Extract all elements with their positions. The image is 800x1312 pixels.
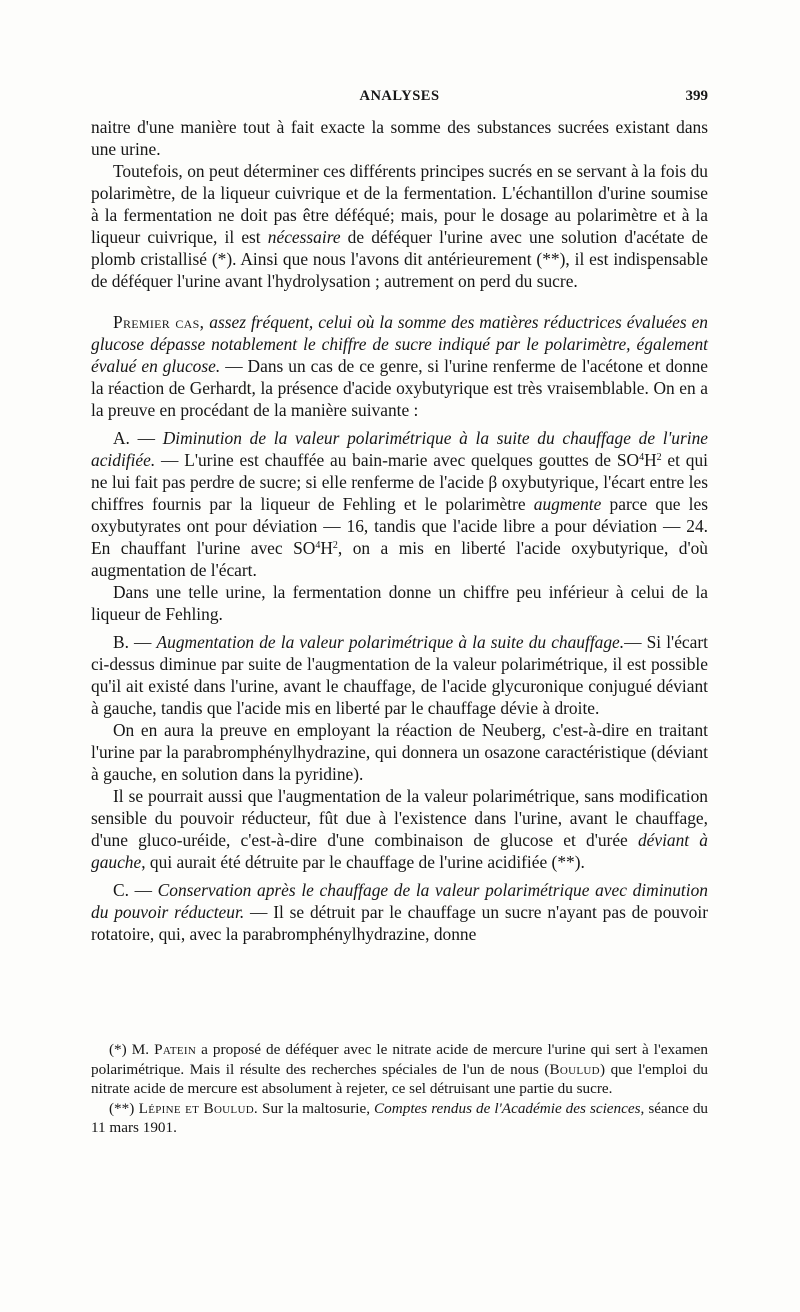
section-c-title: Conservation après le chauffage de la valeur polarimétrique avec diminution du pouvoir réducteur. [91, 880, 708, 922]
section-a: A. — Diminution de la valeur polarimétrique à la suite du chauffage de l'urine acidifiée. — L'urine est chauffée au bain-marie avec quelques gouttes de $SO^4H^2$ et qui ne lui fait pas perdre de sucre; si elle renferme de l'acide β oxybutyrique, l'écart entre les chiffres fournis par la liqueur de Fehling et le polarimètre augmente parce que les oxybutyrates ont pour déviation — 16, tandis que l'acide libre a pour déviation — 24. En chauffant l'urine avec $SO^4H^2$, on a mis en liberté l'acide oxybutyrique, d'où augmentation de l'écart. [91, 428, 709, 580]
page-header [91, 86, 708, 108]
footnotes [91, 1040, 708, 1138]
section-b-paragraph-2: On en aura la preuve en employant la réaction de Neuberg, c'est-à-dire en traitant l'urine par la parabromphénylhydrazine, qui donnera un osazone caractéristique (déviant à gauche, en solution dans la pyridine). [91, 720, 708, 784]
footnote-2: (**) Lépine et Boulud. Sur la maltosurie, Comptes rendus de l'Académie des sciences, séance du 11 mars 1901. [91, 1099, 709, 1136]
section-b: B. — Augmentation de la valeur polarimétrique à la suite du chauffage.— Si l'écart ci-dessus diminue par suite de l'augmentation de la valeur polarimétrique, il est possible qu'il ait existé dans l'urine, avant le chauffage, de l'acide glycuronique conjugué déviant à gauche, tandis que l'acide mis en liberté par le chauffage dévie à droite. [91, 632, 708, 718]
paragraph-methods: Toutefois, on peut déterminer ces différents principes sucrés en se servant à la fois du polarimètre, de la liqueur cuivrique et de la fermentation. L'échantillon d'urine soumise à la fermentation ne doit pas être déféqué; mais, pour le dosage au polarimètre et à la liqueur cuivrique, il est nécessaire de déféquer l'urine avec une solution d'acétate de plomb cristallisé (*). Ainsi que nous l'avons dit antérieurement (**), il est indispensable de déféquer l'urine avant l'hydrolysation ; autrement on perd du sucre. [91, 161, 709, 291]
paragraph-premier-cas: Premier cas, assez fréquent, celui où la somme des matières réductrices évaluées en glucose dépasse notablement le chiffre de sucre indiqué par le polarimètre, également évalué en glucose. — Dans un cas de ce genre, si l'urine renferme de l'acétone et donne la réaction de Gerhardt, la présence d'acide oxybutyrique est très vraisemblable. On en a la preuve en procédant de la manière suivante : [91, 312, 708, 420]
paragraph-continuation: naitre d'une manière tout à fait exacte la somme des substances sucrées existant dans une urine. [91, 117, 708, 159]
case-label: Premier cas, [113, 312, 205, 332]
footnote-ref: ** [557, 852, 575, 872]
section-a-paragraph-2: Dans une telle urine, la fermentation donne un chiffre peu inférieur à celui de la liqueur de Fehling. [91, 582, 708, 624]
footnote-1: (*) M. Patein a proposé de déféquer avec le nitrate acide de mercure l'urine qui sert à l'examen polarimétrique. Mais il résulte des recherches spéciales de l'un de nous (Boulud) que l'emploi du nitrate acide de mercure est absolument à rejeter, ce sel détruisant une partie du sucre. [91, 1041, 709, 1097]
running-title: ANALYSES [359, 88, 440, 104]
section-c: C. — Conservation après le chauffage de la valeur polarimétrique avec diminution du pouvoir réducteur. — Il se détruit par le chauffage un sucre n'ayant pas de pouvoir rotatoire, qui, avec la parabromphénylhydrazine, donne [91, 880, 709, 944]
footnote-ref: * [217, 249, 227, 269]
section-b-paragraph-3: Il se pourrait aussi que l'augmentation de la valeur polarimétrique, sans modification sensible du pouvoir réducteur, fût due à l'existence dans l'urine, avant le chauffage, d'une gluco-uréide, c'est-à-dire d'une combinaison de glucose et d'urée déviant à gauche, qui aurait été détruite par le chauffage de l'urine acidifiée (**). [91, 786, 708, 872]
section-a-title: Diminution de la valeur polarimétrique à la suite du chauffage de l'urine acidifiée. [91, 428, 709, 470]
page-number: 399 [685, 88, 708, 104]
section-b-title: Augmentation de la valeur polarimétrique à la suite du chauffage. [156, 632, 625, 652]
footnote-ref: ** [542, 249, 560, 269]
body-text [91, 116, 708, 945]
